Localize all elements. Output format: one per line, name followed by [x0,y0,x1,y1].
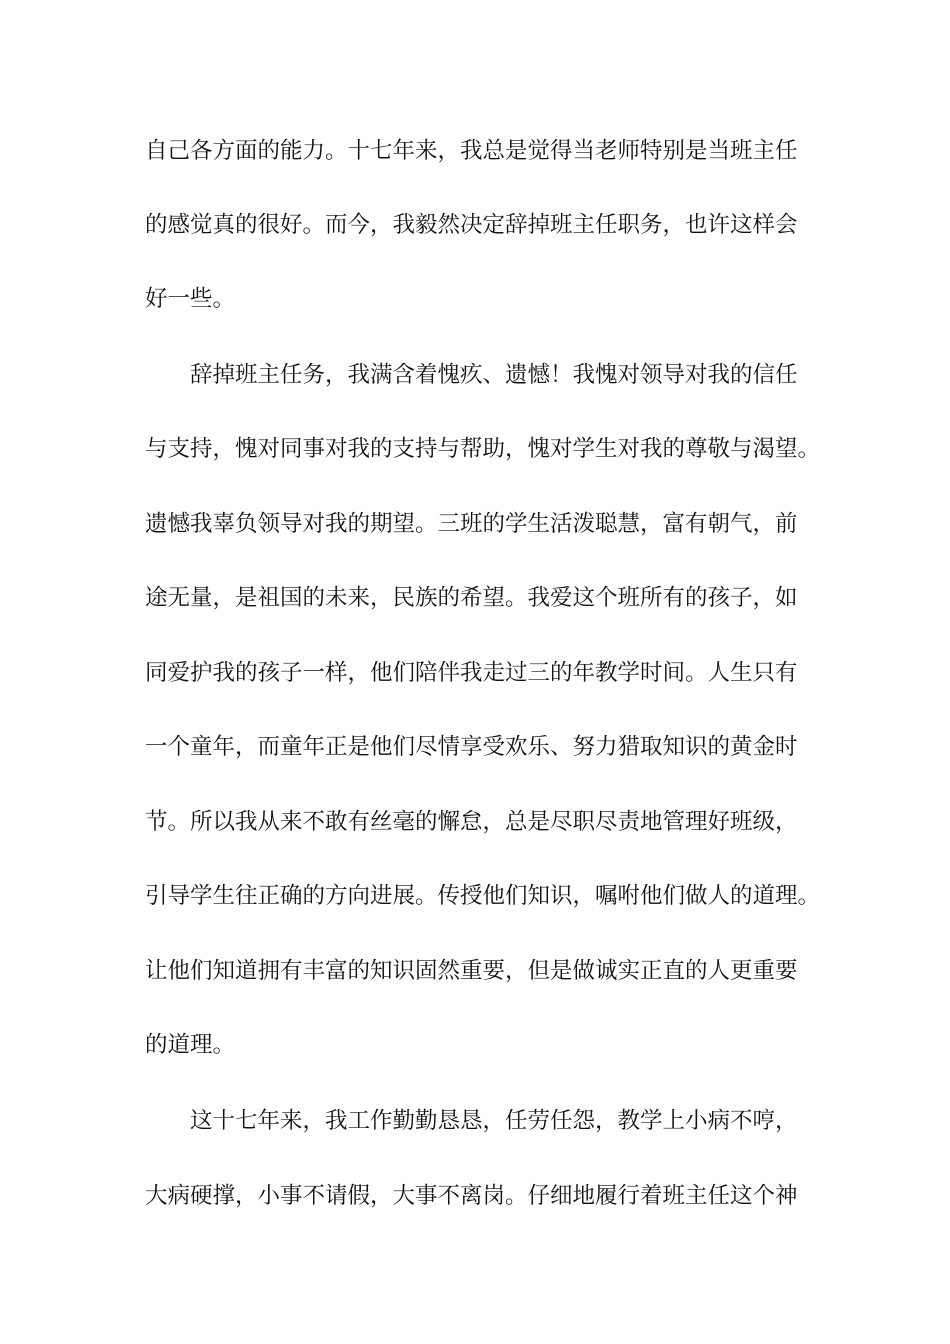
paragraph-first-line: 这十七年来，我工作勤勤恳恳，任劳任怨，教学上小病不哼， [190,1108,798,1134]
text-line: 让他们知道拥有丰富的知识固然重要，但是做诚实正直的人更重要 [145,958,798,984]
text-line: 一个童年，而童年正是他们尽情享受欢乐、努力猎取知识的黄金时 [145,734,798,760]
paragraph-first-line: 辞掉班主任务，我满含着愧疚、遗憾！我愧对领导对我的信任 [190,362,798,388]
text-line: 遗憾我辜负领导对我的期望。三班的学生活泼聪慧，富有朝气，前 [145,511,798,537]
text-line: 大病硬撑，小事不请假，大事不离岗。仔细地履行着班主任这个神 [145,1183,798,1209]
text-line: 好一些。 [145,286,236,312]
text-line: 同爱护我的孩子一样，他们陪伴我走过三的年教学时间。人生只有 [145,660,798,686]
text-line: 途无量，是祖国的未来，民族的希望。我爱这个班所有的孩子，如 [145,585,798,611]
text-line: 的道理。 [145,1032,236,1058]
text-line: 节。所以我从来不敢有丝毫的懈怠，总是尽职尽责地管理好班级， [145,809,798,835]
text-line: 的感觉真的很好。而今，我毅然决定辞掉班主任职务，也许这样会 [145,212,798,238]
text-line: 引导学生往正确的方向进展。传授他们知识，嘱咐他们做人的道理。 [145,883,821,909]
text-line: 自己各方面的能力。十七年来，我总是觉得当老师特别是当班主任 [145,138,798,164]
text-line: 与支持，愧对同事对我的支持与帮助，愧对学生对我的尊敬与渴望。 [145,436,821,462]
